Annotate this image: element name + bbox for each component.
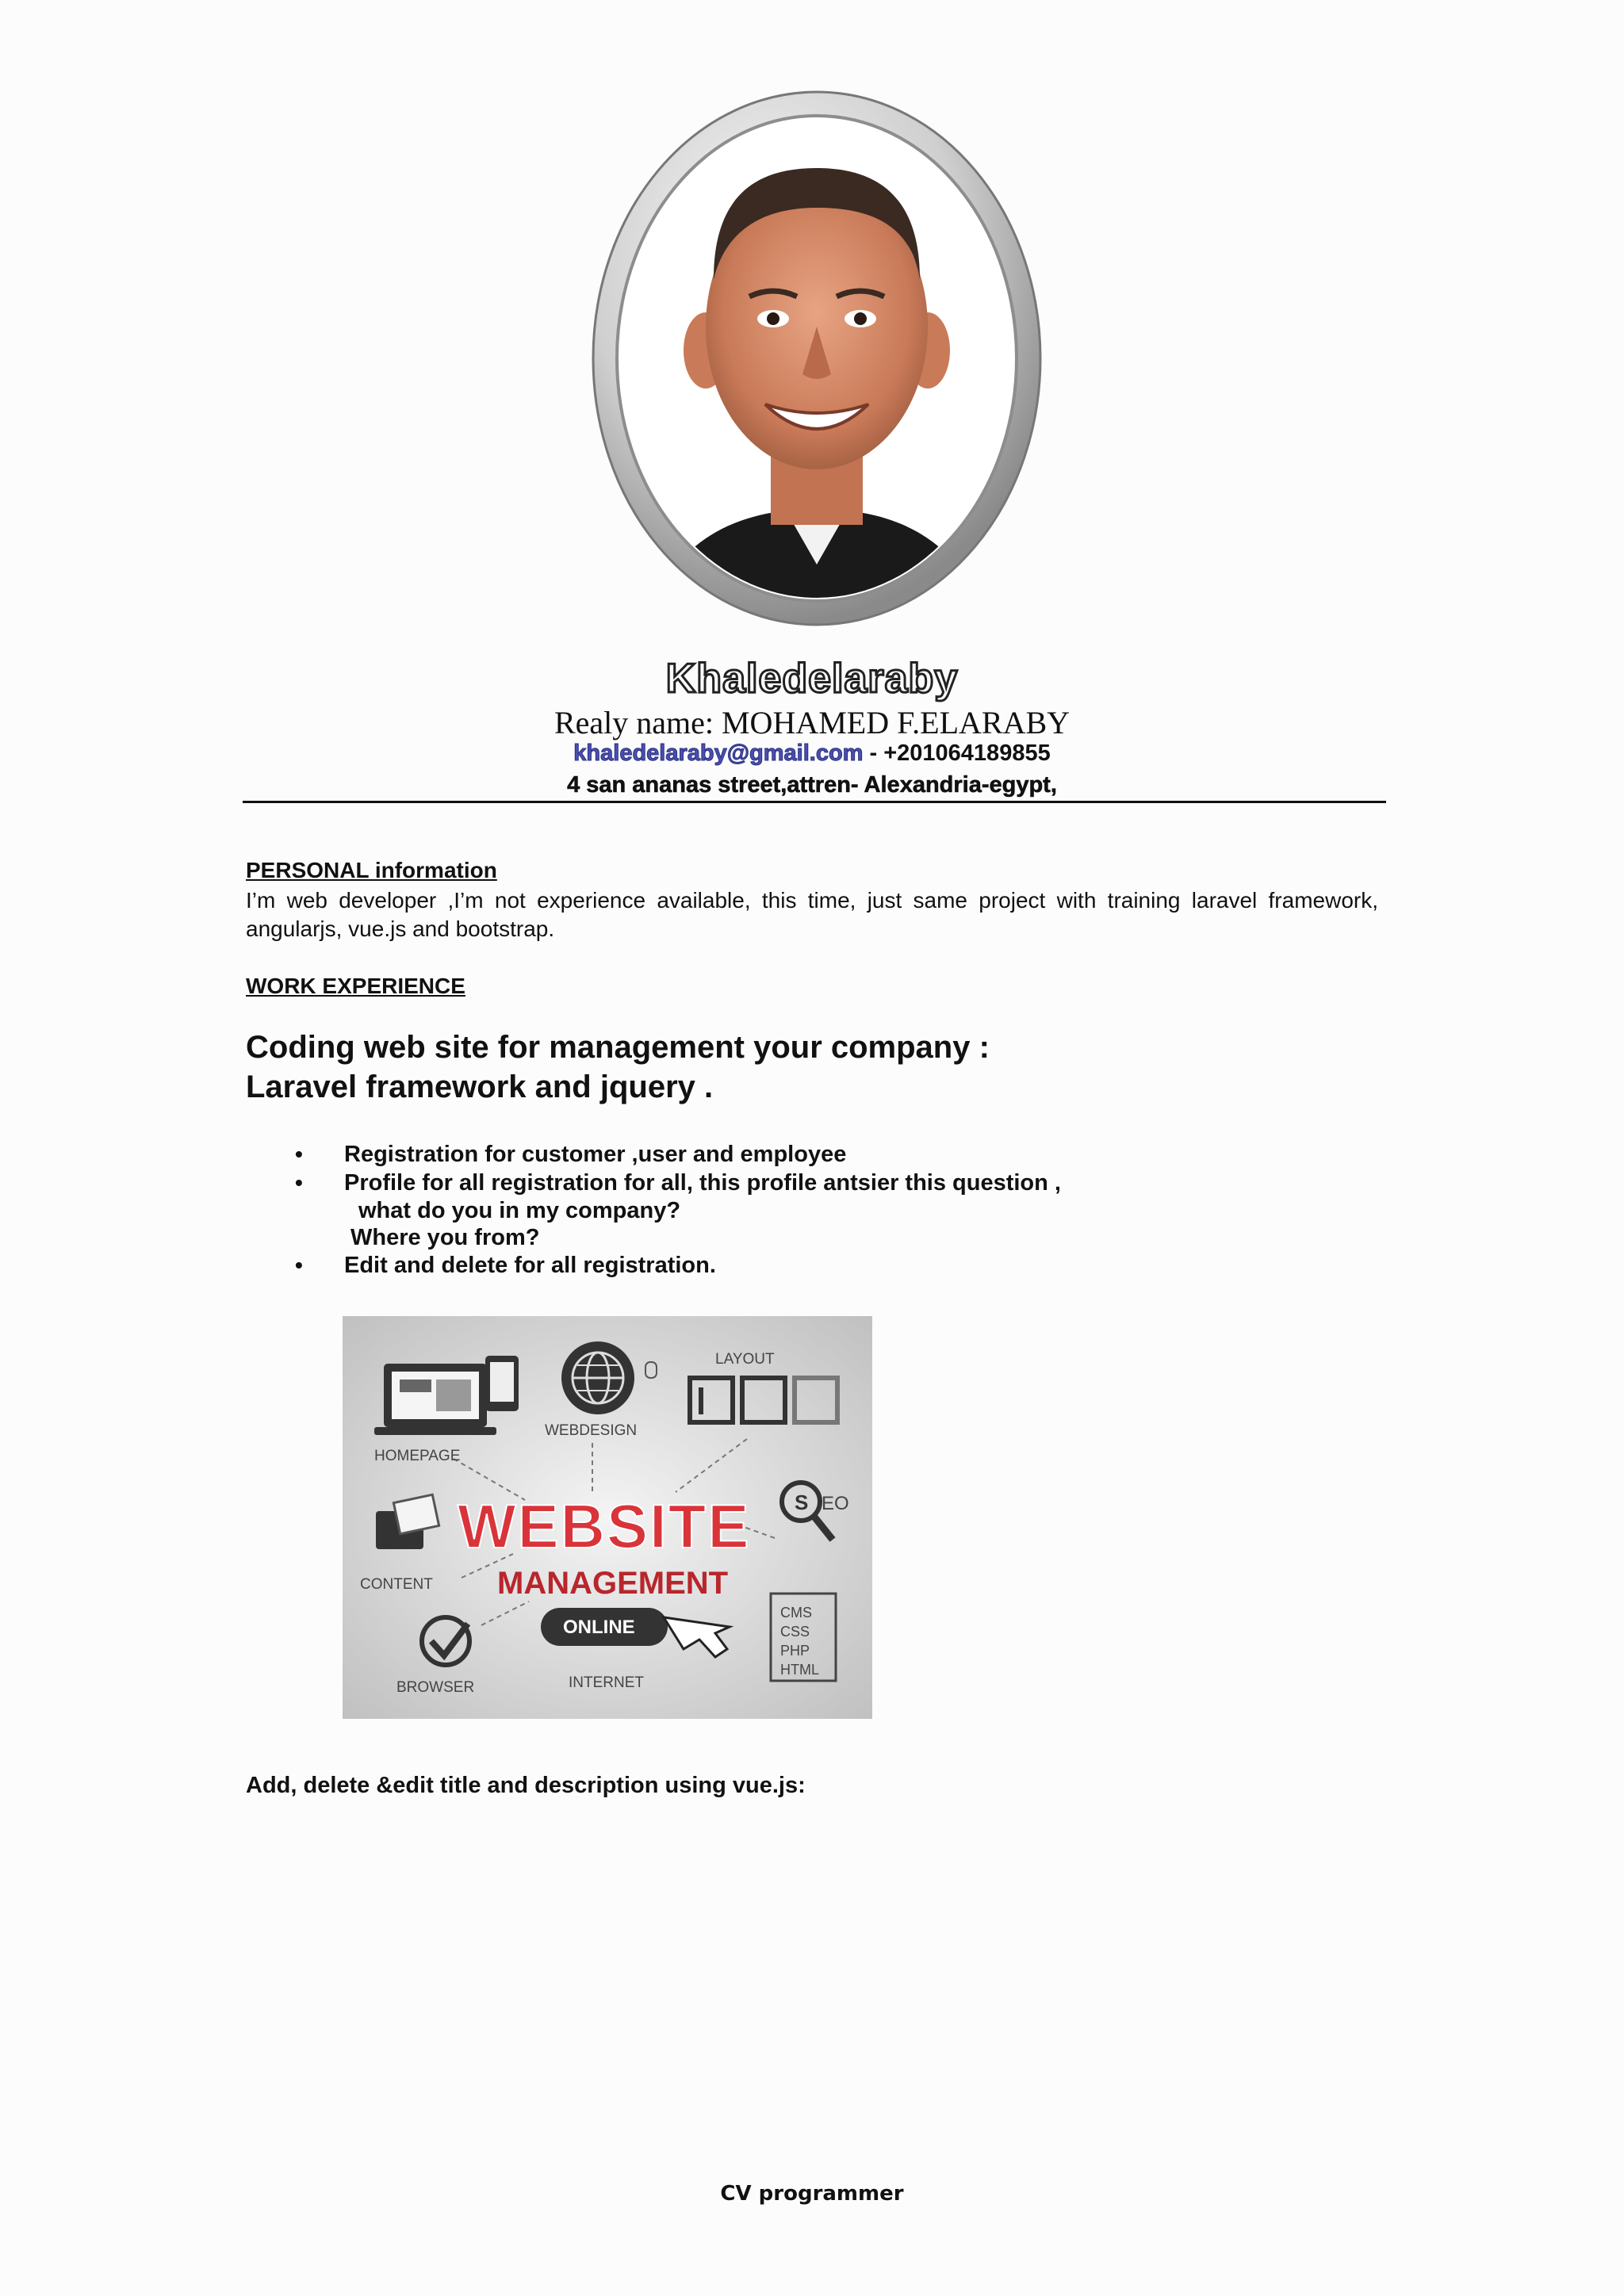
personal-text: I’m web developer ,I’m not experience available, this time, just same project with training laravel framework, angularjs, vue.js and bootstrap. xyxy=(246,888,1378,941)
list-item-text: Edit and delete for all registration. xyxy=(344,1253,716,1278)
address: 4 san ananas street,attren- Alexandria-egypt, xyxy=(567,772,1057,798)
list-item xyxy=(246,1169,1061,1251)
homepage-label: HOMEPAGE xyxy=(374,1448,461,1464)
work-heading: WORK EXPERIENCE xyxy=(246,974,465,998)
svg-text:S: S xyxy=(795,1490,809,1514)
cms-label: CMS xyxy=(780,1605,812,1621)
vue-section-heading: Add, delete &edit title and description using vue.js: xyxy=(246,1773,806,1798)
website-management-image xyxy=(343,1316,872,1719)
content-label: CONTENT xyxy=(360,1576,433,1593)
bullet-icon: • xyxy=(295,1142,303,1166)
list-item-text: Registration for customer ,user and employee xyxy=(344,1142,847,1167)
project-title-line: Coding web site for management your company : xyxy=(246,1030,990,1065)
management-title: MANAGEMENT xyxy=(497,1566,729,1601)
css-label: CSS xyxy=(780,1624,810,1640)
html-label: HTML xyxy=(780,1662,819,1678)
project-title xyxy=(246,1027,990,1107)
email-link[interactable]: khaledelaraby@gmail.com xyxy=(573,740,864,766)
list-item-text: Profile for all registration for all, this profile antsier this question , xyxy=(344,1170,1061,1196)
list-item xyxy=(246,1251,1061,1280)
seo-label: EO xyxy=(822,1493,849,1514)
header-divider xyxy=(243,801,1386,803)
browser-label: BROWSER xyxy=(396,1679,475,1696)
internet-label: INTERNET xyxy=(569,1674,644,1691)
personal-heading: PERSONAL information xyxy=(246,858,497,882)
feature-list xyxy=(246,1140,1061,1280)
list-item-subtext: Where you from? xyxy=(350,1225,540,1250)
layout-label: LAYOUT xyxy=(715,1351,775,1368)
project-title-line: Laravel framework and jquery . xyxy=(246,1070,714,1104)
phone-number: - +201064189855 xyxy=(863,740,1051,766)
list-item xyxy=(246,1140,1061,1169)
profile-photo xyxy=(587,89,1047,628)
php-label: PHP xyxy=(780,1643,810,1659)
bullet-icon: • xyxy=(295,1253,303,1277)
alias-name: Khaledelaraby xyxy=(665,656,959,702)
list-item-subtext: what do you in my company? xyxy=(358,1198,681,1223)
webdesign-label: WEBDESIGN xyxy=(545,1422,638,1439)
bullet-icon: • xyxy=(295,1170,303,1195)
website-title: WEBSITE xyxy=(458,1491,751,1561)
page-footer: CV programmer xyxy=(720,2182,904,2206)
contact-line xyxy=(0,740,1624,767)
real-name: Realy name: MOHAMED F.ELARABY xyxy=(553,705,1071,740)
online-button-label: ONLINE xyxy=(563,1617,635,1638)
